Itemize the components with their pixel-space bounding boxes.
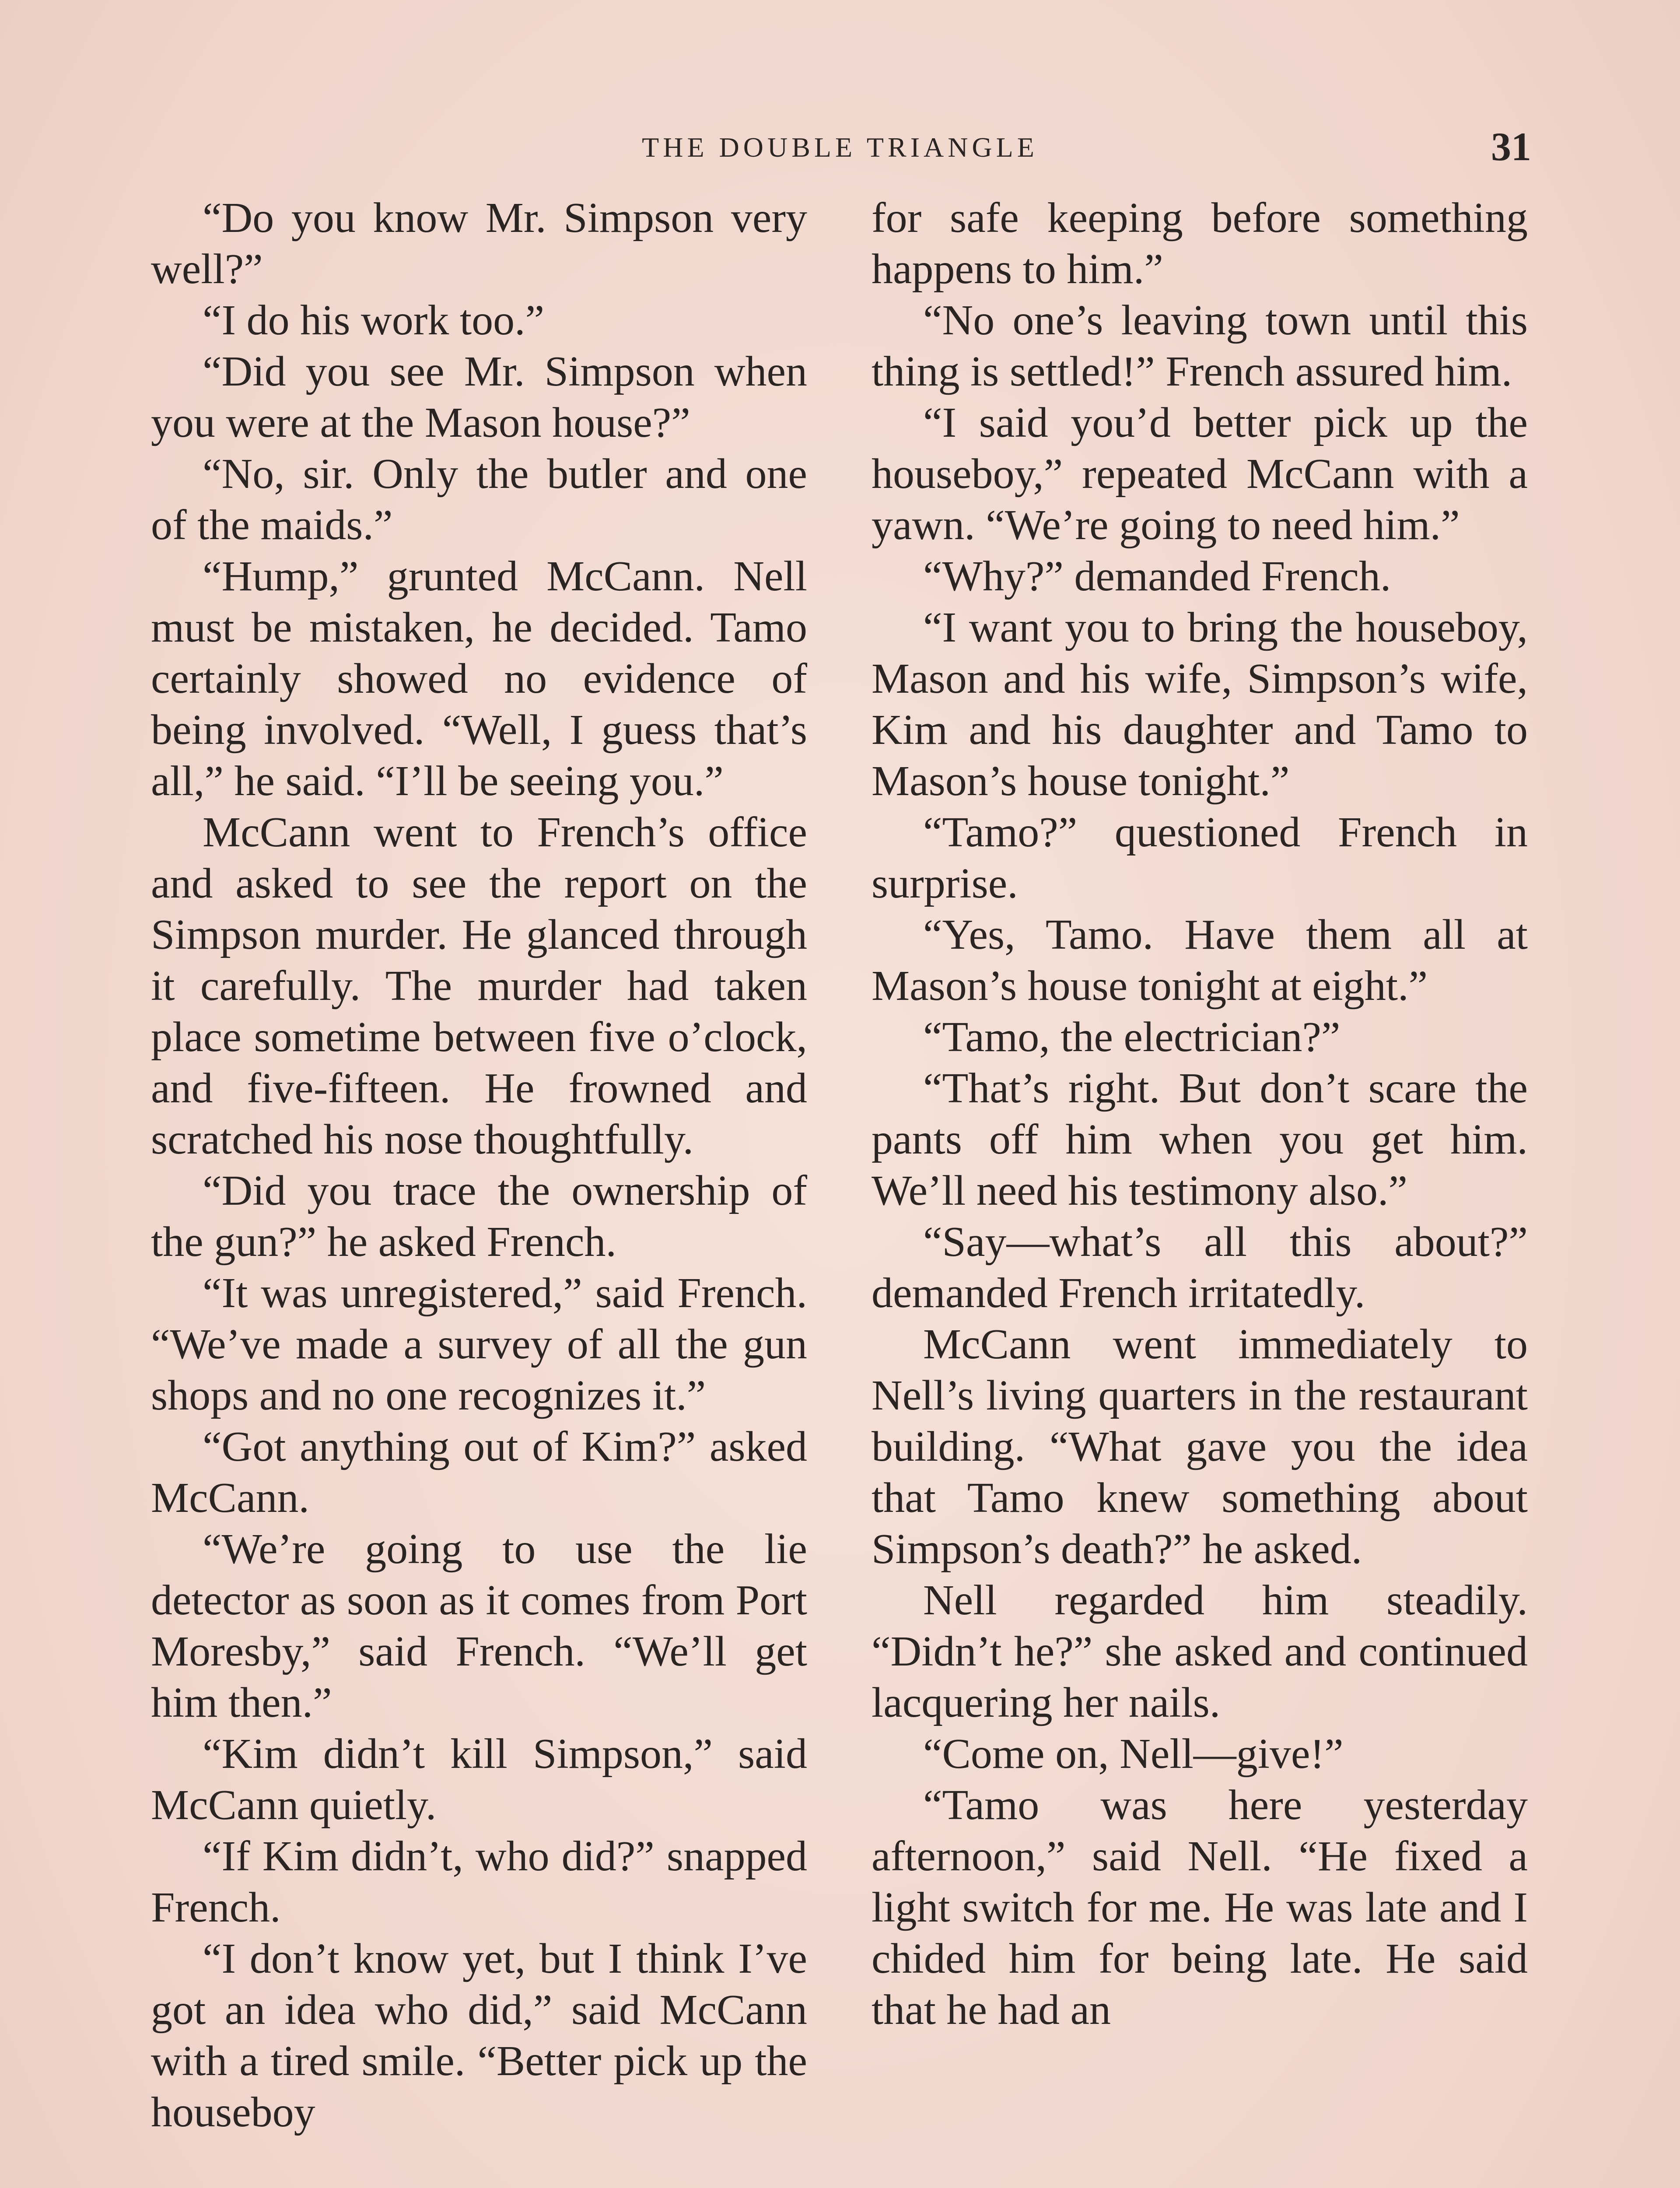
paragraph: “Why?” demanded French. xyxy=(923,553,1391,600)
paragraph: Nell regarded him steadily. “Didn’t he?” she asked and continued lacquering her nails. xyxy=(872,1577,1528,1726)
paragraph: “I do his work too.” xyxy=(203,297,545,344)
paragraph: “Yes, Tamo. Have them all at Mason’s house tonight at eight.” xyxy=(872,911,1528,1010)
running-title: THE DOUBLE TRIANGLE xyxy=(642,132,1038,163)
paragraph: “Did you see Mr. Simpson when you were at the Mason house?” xyxy=(151,348,807,446)
paragraph: “If Kim didn’t, who did?” snapped French. xyxy=(151,1833,807,1931)
paragraph: “Come on, Nell—give!” xyxy=(923,1730,1344,1778)
paragraph: “No one’s leaving town until this thing is settled!” French assured him. xyxy=(872,297,1528,395)
paragraph: “No, sir. Only the butler and one of the maids.” xyxy=(151,450,807,549)
paragraph: “We’re going to use the lie detector as soon as it comes from Port Moresby,” said French. “We’ll get him then.” xyxy=(151,1525,807,1726)
paragraph: “Do you know Mr. Simpson very well?” xyxy=(151,194,807,293)
paragraph: “That’s right. But don’t scare the pants off him when you get him. We’ll need his testimony also.” xyxy=(872,1065,1528,1214)
paragraph: “Tamo, the electrician?” xyxy=(923,1013,1340,1061)
paragraph: “Did you trace the ownership of the gun?” he asked French. xyxy=(151,1167,807,1266)
paragraph: McCann went to French’s office and asked to see the report on the Simpson murder. He glanced through it carefully. The murder had taken place sometime between five o’clock, and five-fifteen. He frowned and scratched his nose thoughtfully. xyxy=(151,809,807,1163)
paragraph: “It was unregistered,” said French. “We’ve made a survey of all the gun shops and no one recognizes it.” xyxy=(151,1269,807,1419)
paragraph: “I said you’d better pick up the houseboy,” repeated McCann with a yawn. “We’re going to need him.” xyxy=(872,399,1528,549)
paragraph: “I don’t know yet, but I think I’ve got an idea who did,” said McCann with a tired smile. “Better pick up the houseboy xyxy=(151,1935,807,2136)
left-text-column xyxy=(151,193,807,2138)
paragraph: “Hump,” grunted McCann. Nell must be mistaken, he decided. Tamo certainly showed no evidence of being involved. “Well, I guess that’s all,” he said. “I’ll be seeing you.” xyxy=(151,553,807,805)
right-text-column xyxy=(872,193,1528,2036)
paragraph: “Tamo?” questioned French in surprise. xyxy=(872,809,1528,907)
paragraph: for safe keeping before something happens to him.” xyxy=(872,194,1528,293)
paragraph: “Kim didn’t kill Simpson,” said McCann quietly. xyxy=(151,1730,807,1829)
paragraph: “Got anything out of Kim?” asked McCann. xyxy=(151,1423,807,1522)
page-header xyxy=(149,124,1531,175)
paragraph: McCann went immediately to Nell’s living quarters in the restaurant building. “What gave you the idea that Tamo knew something about Simpson’s death?” he asked. xyxy=(872,1321,1528,1573)
paragraph: “Say—what’s all this about?” demanded French irritatedly. xyxy=(872,1218,1528,1317)
paragraph: “I want you to bring the houseboy, Mason and his wife, Simpson’s wife, Kim and his daughter and Tamo to Mason’s house tonight.” xyxy=(872,604,1528,805)
paragraph: “Tamo was here yesterday afternoon,” said Nell. “He fixed a light switch for me. He was late and I chided him for being late. He said that he had an xyxy=(872,1781,1528,2034)
page-number: 31 xyxy=(1491,124,1531,169)
